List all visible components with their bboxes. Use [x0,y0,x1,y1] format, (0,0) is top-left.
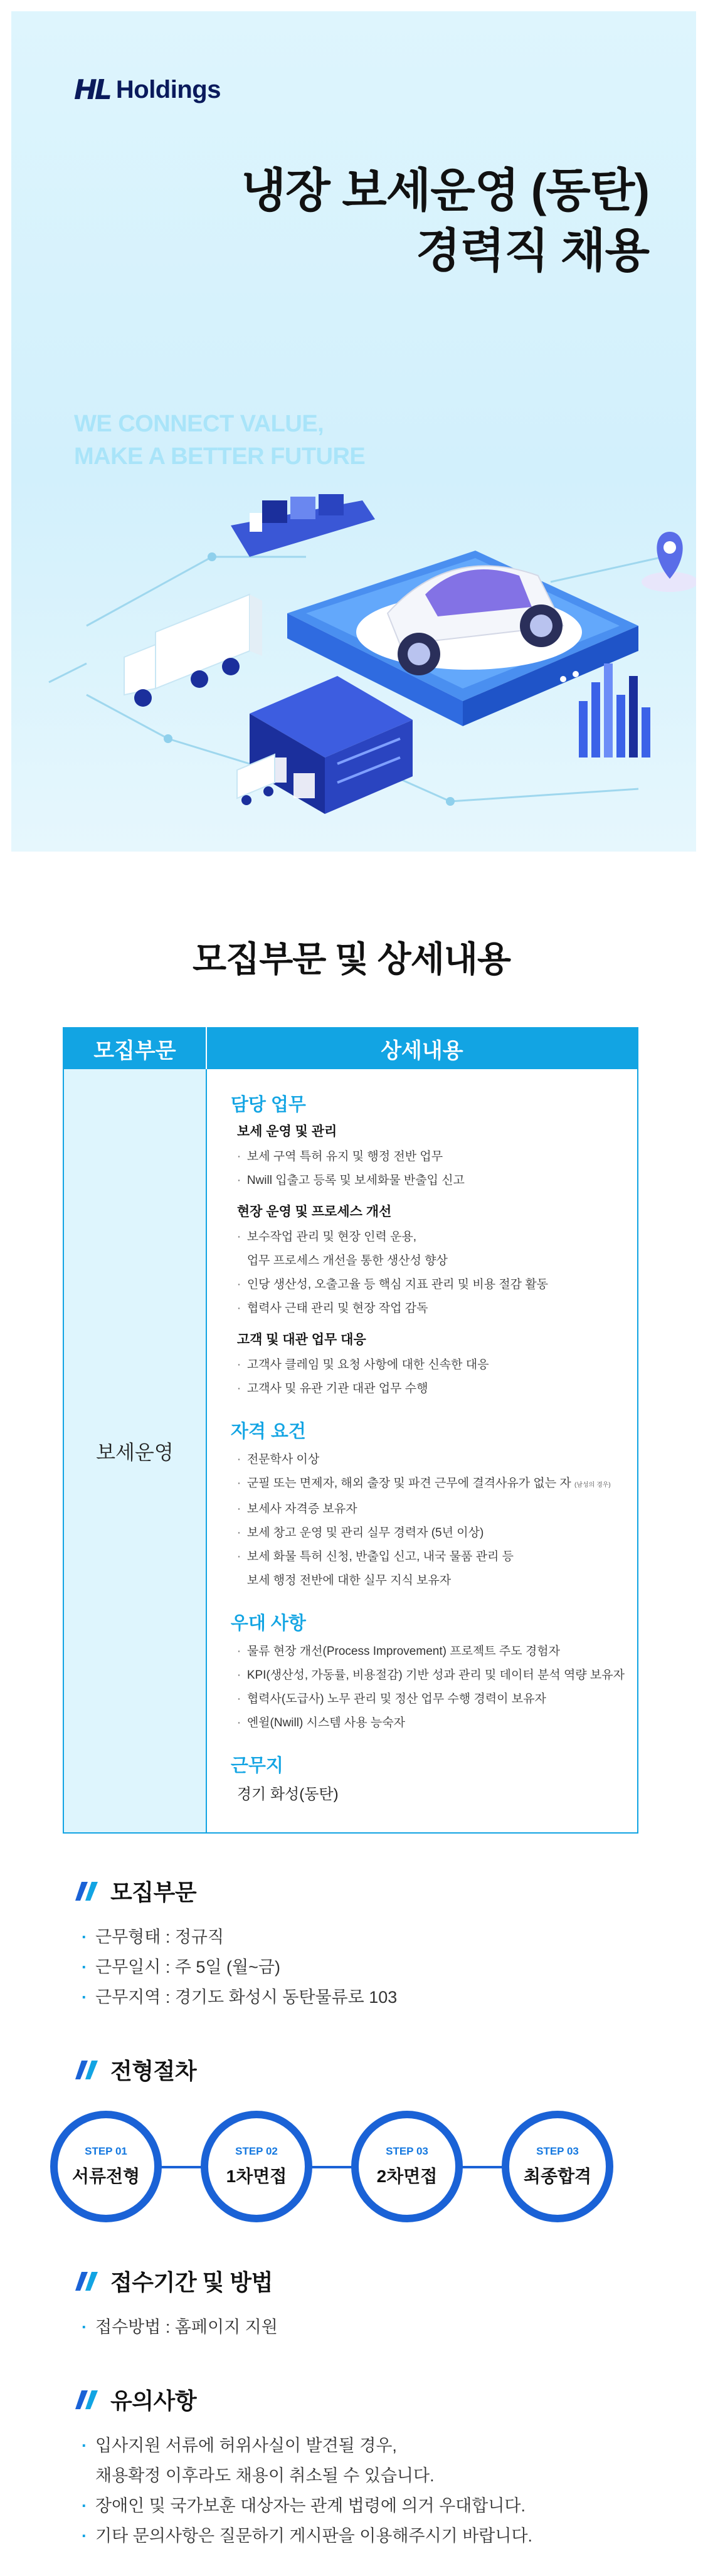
preferred-title: 우대 사항 [230,1613,306,1634]
list-item: 업무 프로세스 개선을 통한 생산성 향상 [246,1254,448,1267]
details-cell [206,1069,638,1833]
apply-section [75,2265,703,2342]
logistics-illustration [11,488,696,852]
list-item: · 물류 현장 개선(Process Improvement) 프로젝트 주도 경험자 [231,1640,625,1664]
step-name: 2차면접 [376,2167,438,2186]
list-item: · 근무일시 : 주 5일 (월~금) [75,1952,703,1982]
process-section [75,2054,703,2086]
list-item: · 엔윌(Nwill) 시스템 사용 능숙자 [231,1711,625,1735]
slash-icon [75,2059,99,2081]
title-line-1: 냉장 보세운영 (동탄) [241,164,649,216]
list-item: · 인당 생산성, 오출고율 등 핵심 지표 관리 및 비용 절감 활동 [231,1273,625,1297]
slogan [74,408,365,473]
list-item: · 근무형태 : 정규직 [75,1922,703,1952]
list-item: · 보세 화물 특허 신청, 반출입 신고, 내국 물품 관리 등 [231,1545,625,1569]
duty-group-title: 현장 운영 및 프로세스 개선 [236,1205,392,1219]
process-header [75,2054,703,2086]
section-title: 모집부문 및 상세내용 [193,939,510,979]
slogan-line-1: WE CONNECT VALUE, [74,411,324,437]
table-row [63,1069,638,1833]
recruit-info-header [75,1875,703,1907]
title-line-2: 경력직 채용 [416,224,649,277]
step-3 [351,2111,463,2222]
list-item-note: (남성의 경우) [574,1482,611,1489]
list-item: · 협력사 근태 관리 및 현장 작업 감독 [231,1297,625,1321]
step-3-inner [359,2118,455,2215]
division-cell: 보세운영 [63,1069,206,1833]
step-name: 서류전형 [71,2167,140,2186]
list-item: · 협력사(도급사) 노무 관리 및 정산 업무 수행 경력이 보유자 [231,1687,625,1711]
cargo-ship-icon [231,494,375,557]
duty-group-title: 보세 운영 및 관리 [236,1124,337,1139]
recruitment-table [63,1027,638,1834]
process-steps [50,2111,615,2224]
step-number: STEP 03 [386,2145,428,2157]
warehouse-icon [250,676,413,814]
location-pin-icon [642,532,696,592]
logo-mark: HL [74,74,110,106]
list-item: · 장애인 및 국가보훈 대상자는 관계 법령에 의거 우대합니다. [75,2491,703,2521]
company-logo [74,74,221,106]
step-4 [502,2111,613,2222]
step-1 [50,2111,162,2222]
list-item: · Nwill 입출고 등록 및 보세화물 반출입 신고 [231,1169,625,1193]
slash-icon [75,2271,99,2292]
logo-text: Holdings [115,76,221,103]
recruit-info-section [75,1875,703,2012]
notes-title: 유의사항 [110,2388,197,2414]
list-item: · 입사지원 서류에 허위사실이 발견될 경우, [75,2431,703,2461]
slash-icon [75,2389,99,2410]
table-header-row [63,1028,638,1069]
duties-title: 담당 업무 [230,1095,306,1115]
list-item: 보세 행정 전반에 대한 실무 지식 보유자 [246,1574,452,1587]
list-item-text: 군필 또는 면제자, 해외 출장 및 파견 근무에 결격사유가 없는 자 [246,1477,571,1490]
bar-graph-icon [579,663,650,757]
duty-group-title: 고객 및 대관 업무 대응 [236,1333,366,1347]
list-item: · 보수작업 관리 및 현장 인력 운용, [231,1225,625,1249]
slash-icon [75,1881,99,1902]
location-title: 근무지 [230,1756,283,1776]
list-item: · 기타 문의사항은 질문하기 게시판을 이용해주시기 바랍니다. [75,2521,703,2551]
step-number: STEP 02 [235,2145,278,2157]
column-header-details: 상세내용 [206,1028,638,1069]
process-title: 전형절차 [110,2058,197,2084]
notes-section [75,2383,703,2551]
step-2 [201,2111,312,2222]
hero-banner [11,11,696,852]
bottom-spacer [0,2551,703,2576]
apply-title: 접수기간 및 방법 [110,2269,273,2295]
notes-header [75,2383,703,2415]
list-item: · 고객사 클레임 및 요청 사항에 대한 신속한 대응 [231,1353,625,1377]
step-number: STEP 01 [85,2145,127,2157]
recruit-info-title: 모집부문 [110,1879,197,1905]
steps-connector [100,2166,564,2168]
list-item: · 고객사 및 유관 기관 대관 업무 수행 [231,1377,625,1401]
page-title [241,161,649,281]
step-name: 최종합격 [523,2167,592,2186]
qualifications-title: 자격 요건 [230,1422,306,1442]
list-item: · 근무지역 : 경기도 화성시 동탄물류로 103 [75,1982,703,2012]
truck-icon [124,594,262,707]
list-item: · KPI(생산성, 가동률, 비용절감) 기반 성과 관리 및 데이터 분석 역량 보유자 [231,1664,625,1687]
list-item: · 전문학사 이상 [231,1448,625,1472]
list-item: · 보세 창고 운영 및 관리 실무 경력자 (5년 이상) [231,1521,625,1545]
list-item: · 접수방법 : 홈페이지 지원 [75,2312,703,2342]
slogan-line-2: MAKE A BETTER FUTURE [74,443,366,470]
apply-header [75,2265,703,2297]
step-name: 1차면접 [226,2167,287,2186]
column-header-division: 모집부문 [63,1028,206,1069]
step-number: STEP 03 [536,2145,579,2157]
step-4-inner [509,2118,606,2215]
list-item: · 보세 구역 특허 유지 및 행정 전반 업무 [231,1145,625,1169]
step-1-inner [58,2118,154,2215]
list-item [231,1472,625,1497]
location-value: 경기 화성(동탄) [236,1786,339,1803]
list-item: 채용확정 이후라도 채용이 취소될 수 있습니다. [95,2466,435,2485]
step-2-inner [208,2118,305,2215]
list-item: · 보세사 자격증 보유자 [231,1497,625,1521]
